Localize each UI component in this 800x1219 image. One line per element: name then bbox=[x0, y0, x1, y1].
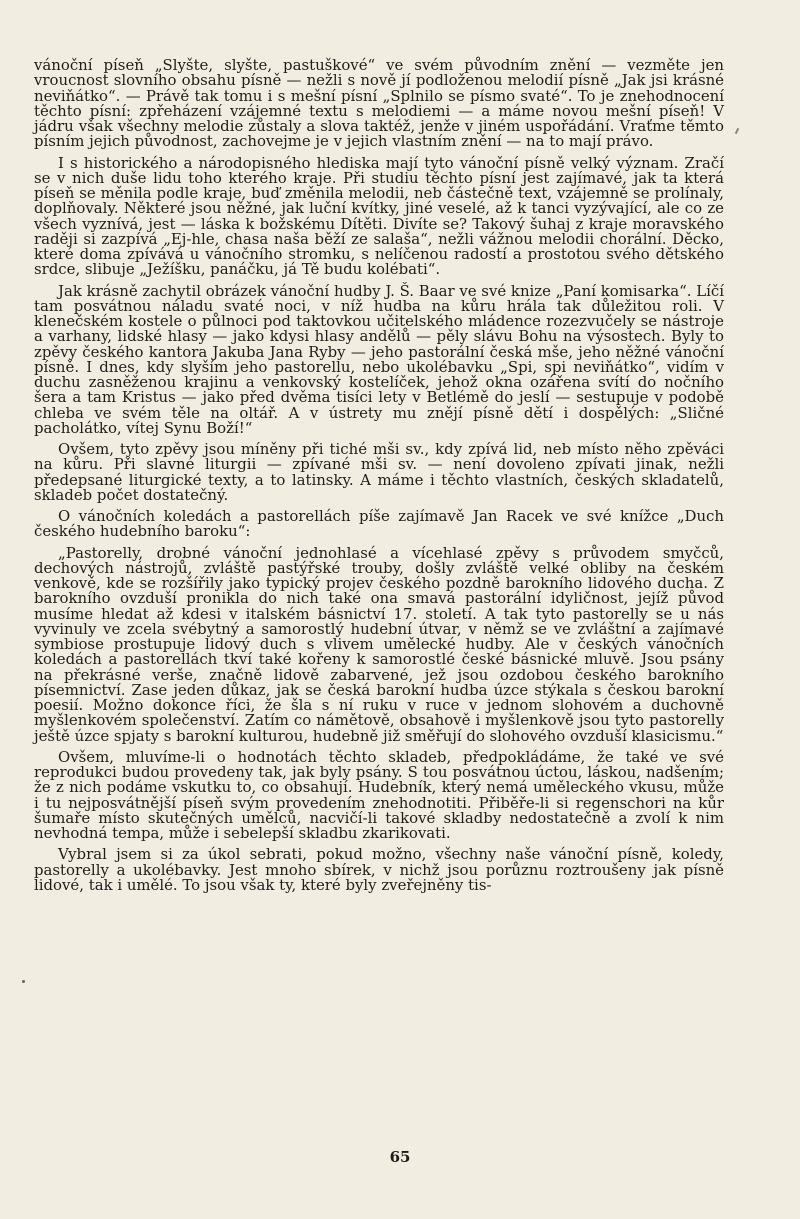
block-quote: „Pastorelly, drobné vánoční jednohlasé a vícehlasé zpěvy s průvodem smyčců, dechových nástrojů, zvláště pastýřské trouby, došly zvláště velké obliby na českém venkově, kde se rozšířily jako typický projev českého pozdně barokního lidového ducha. Z barokního ovzduší pronikla do nich také ona smavá pastorální idyličnost, jejíž původ musíme hledat až kdesi v italském básnictví 17. století. A tak tyto pastorelly se u nás vyvinuly ve zcela svébytný a samorostlý hudební útvar, v němž se ve zvláštní a zajímavé symbiose prostupuje lidový duch s vlivem umělecké hudby. Ale v českých vánočních koledách a pastorellách tkví také kořeny k samorostlé české básnické mluvě. Jsou psány na překrásné verše, značně lidově zabarvené, jež jsou ozdobou českého barokního písemnictví. Zase jeden důkaz, jak se česká barokní hudba úzce stýkala s českou barokní poesií. Možno dokonce říci, že šla s ní ruku v ruce v jednom slohovém a duchovně myšlenkovém společenství. Zatím co námětově, obsahově i myšlenkově jsou tyto pastorelly ještě úzce spjaty s barokní kulturou, hudebně již směřují do slohového ovzduší klasicismu.“ bbox=[34, 543, 724, 745]
paragraph-1: vánoční píseň „Slyšte, slyšte, pastuškové“ ve svém původním znění — vezměte jen vroucnost slovního obsahu písně — nežli s nově jí podloženou melodií písně „Jak jsi krásné neviňátko“. — Právě tak tomu i s mešní písní „Splnilo se písmo svaté“. To je znehodnocení těchto písní: zpřeházení vzájemné textu s melodiemi — a máme novou mešní píseň! V jádru však všechny melodie zůstaly a slova taktéž, jenže v jiném uspořádání. Vraťme těmto písním jejich původnost, zachovejme je v jejich vlastním znění — na to mají právo. bbox=[34, 56, 724, 151]
paper-speck bbox=[22, 980, 25, 983]
page-body bbox=[34, 58, 724, 899]
paragraph-3: Jak krásně zachytil obrázek vánoční hudby J. Š. Baar ve své knize „Paní komisarka“. Líčí tam posvátnou náladu svaté noci, v níž hudba na kůru hrála tak důležitou roli. V klenečském kostele o půlnoci pod taktovkou učitelského mládence rozezvučely se nástroje a varhany, lidské hlasy — jako kdysi hlasy andělů — pěly slávu Bohu na výsostech. Byly to zpěvy českého kantora Jakuba Jana Ryby — jeho pastorální česká mše, jeho něžné vánoční písně. I dnes, kdy slyším jeho pastorellu, nebo ukolébavku „Spi, spi neviňátko“, vidím v duchu zasněženou krajinu a venkovský kostelíček, jehož okna ozářena svítí do nočního šera a tam Kristus — jako před dvěma tisíci lety v Betlémě do jeslí — sestupuje v podobě chleba ve svém těle na oltář. A v ústrety mu znějí písně dětí i dospělých: „Sličné pacholátko, vítej Synu Boží!“ bbox=[34, 281, 724, 437]
paragraph-5: O vánočních koledách a pastorellách píše zajímavě Jan Racek ve své knížce „Duch českého hudebního baroku“: bbox=[34, 507, 724, 541]
paragraph-8: Vybral jsem si za úkol sebrati, pokud možno, všechny naše vánoční písně, koledy, pastorelly a ukolébavky. Jest mnoho sbírek, v nichž jsou porůznu roztroušeny jak písně lidové, tak i umělé. To jsou však ty, které byly zveřejněny tis- bbox=[34, 845, 724, 894]
paragraph-4: Ovšem, tyto zpěvy jsou míněny při tiché mši sv., kdy zpívá lid, neb místo něho zpěváci na kůru. Při slavné liturgii — zpívané mši sv. — není dovoleno zpívati jinak, nežli předepsané liturgické texty, a to latinsky. A máme i těchto vlastních, českých skladatelů, skladeb počet dostatečný. bbox=[34, 440, 724, 504]
paper-mark bbox=[735, 128, 739, 134]
paragraph-2: I s historického a národopisného hlediska mají tyto vánoční písně velký význam. Zračí se v nich duše lidu toho kterého kraje. Při studiu těchto písní jest zajímavé, jak ta která píseň se měnila podle kraje, buď změnila melodii, neb částečně text, vzájemně se prolínaly, doplňovaly. Některé jsou něžné, jak luční kvítky, jiné veselé, až k tanci vyzývající, ale co ze všech vyznívá, jest — láska k božskému Dítěti. Divíte se? Takový šuhaj z kraje moravského raději si zazpívá „Ej-hle, chasa naša běží ze salaša“, nežli vážnou melodii chorální. Děcko, které doma zpívává u vánočního stromku, s nelíčenou radostí a prostotou svého dětského srdce, slibuje „Ježíšku, panáčku, já Tě budu kolébati“. bbox=[34, 153, 724, 279]
page-number: 65 bbox=[389, 1148, 411, 1166]
paragraph-7: Ovšem, mluvíme-li o hodnotách těchto skladeb, předpokládáme, že také ve své reprodukci budou provedeny tak, jak byly psány. S tou posvátnou úctou, láskou, nadšením; že z nich podáme vskutku to, co obsahují. Hudebník, který nemá uměleckého vkusu, může i tu nejposvátnější píseň svým provedením znehodnotiti. Přiběře-li si regenschori na kůr šumaře místo skutečných umělců, nacvičí-li takové skladby nedostatečně a zvolí k nim nevhodná tempa, může i sebelepší skladbu zkarikovati. bbox=[34, 747, 724, 842]
